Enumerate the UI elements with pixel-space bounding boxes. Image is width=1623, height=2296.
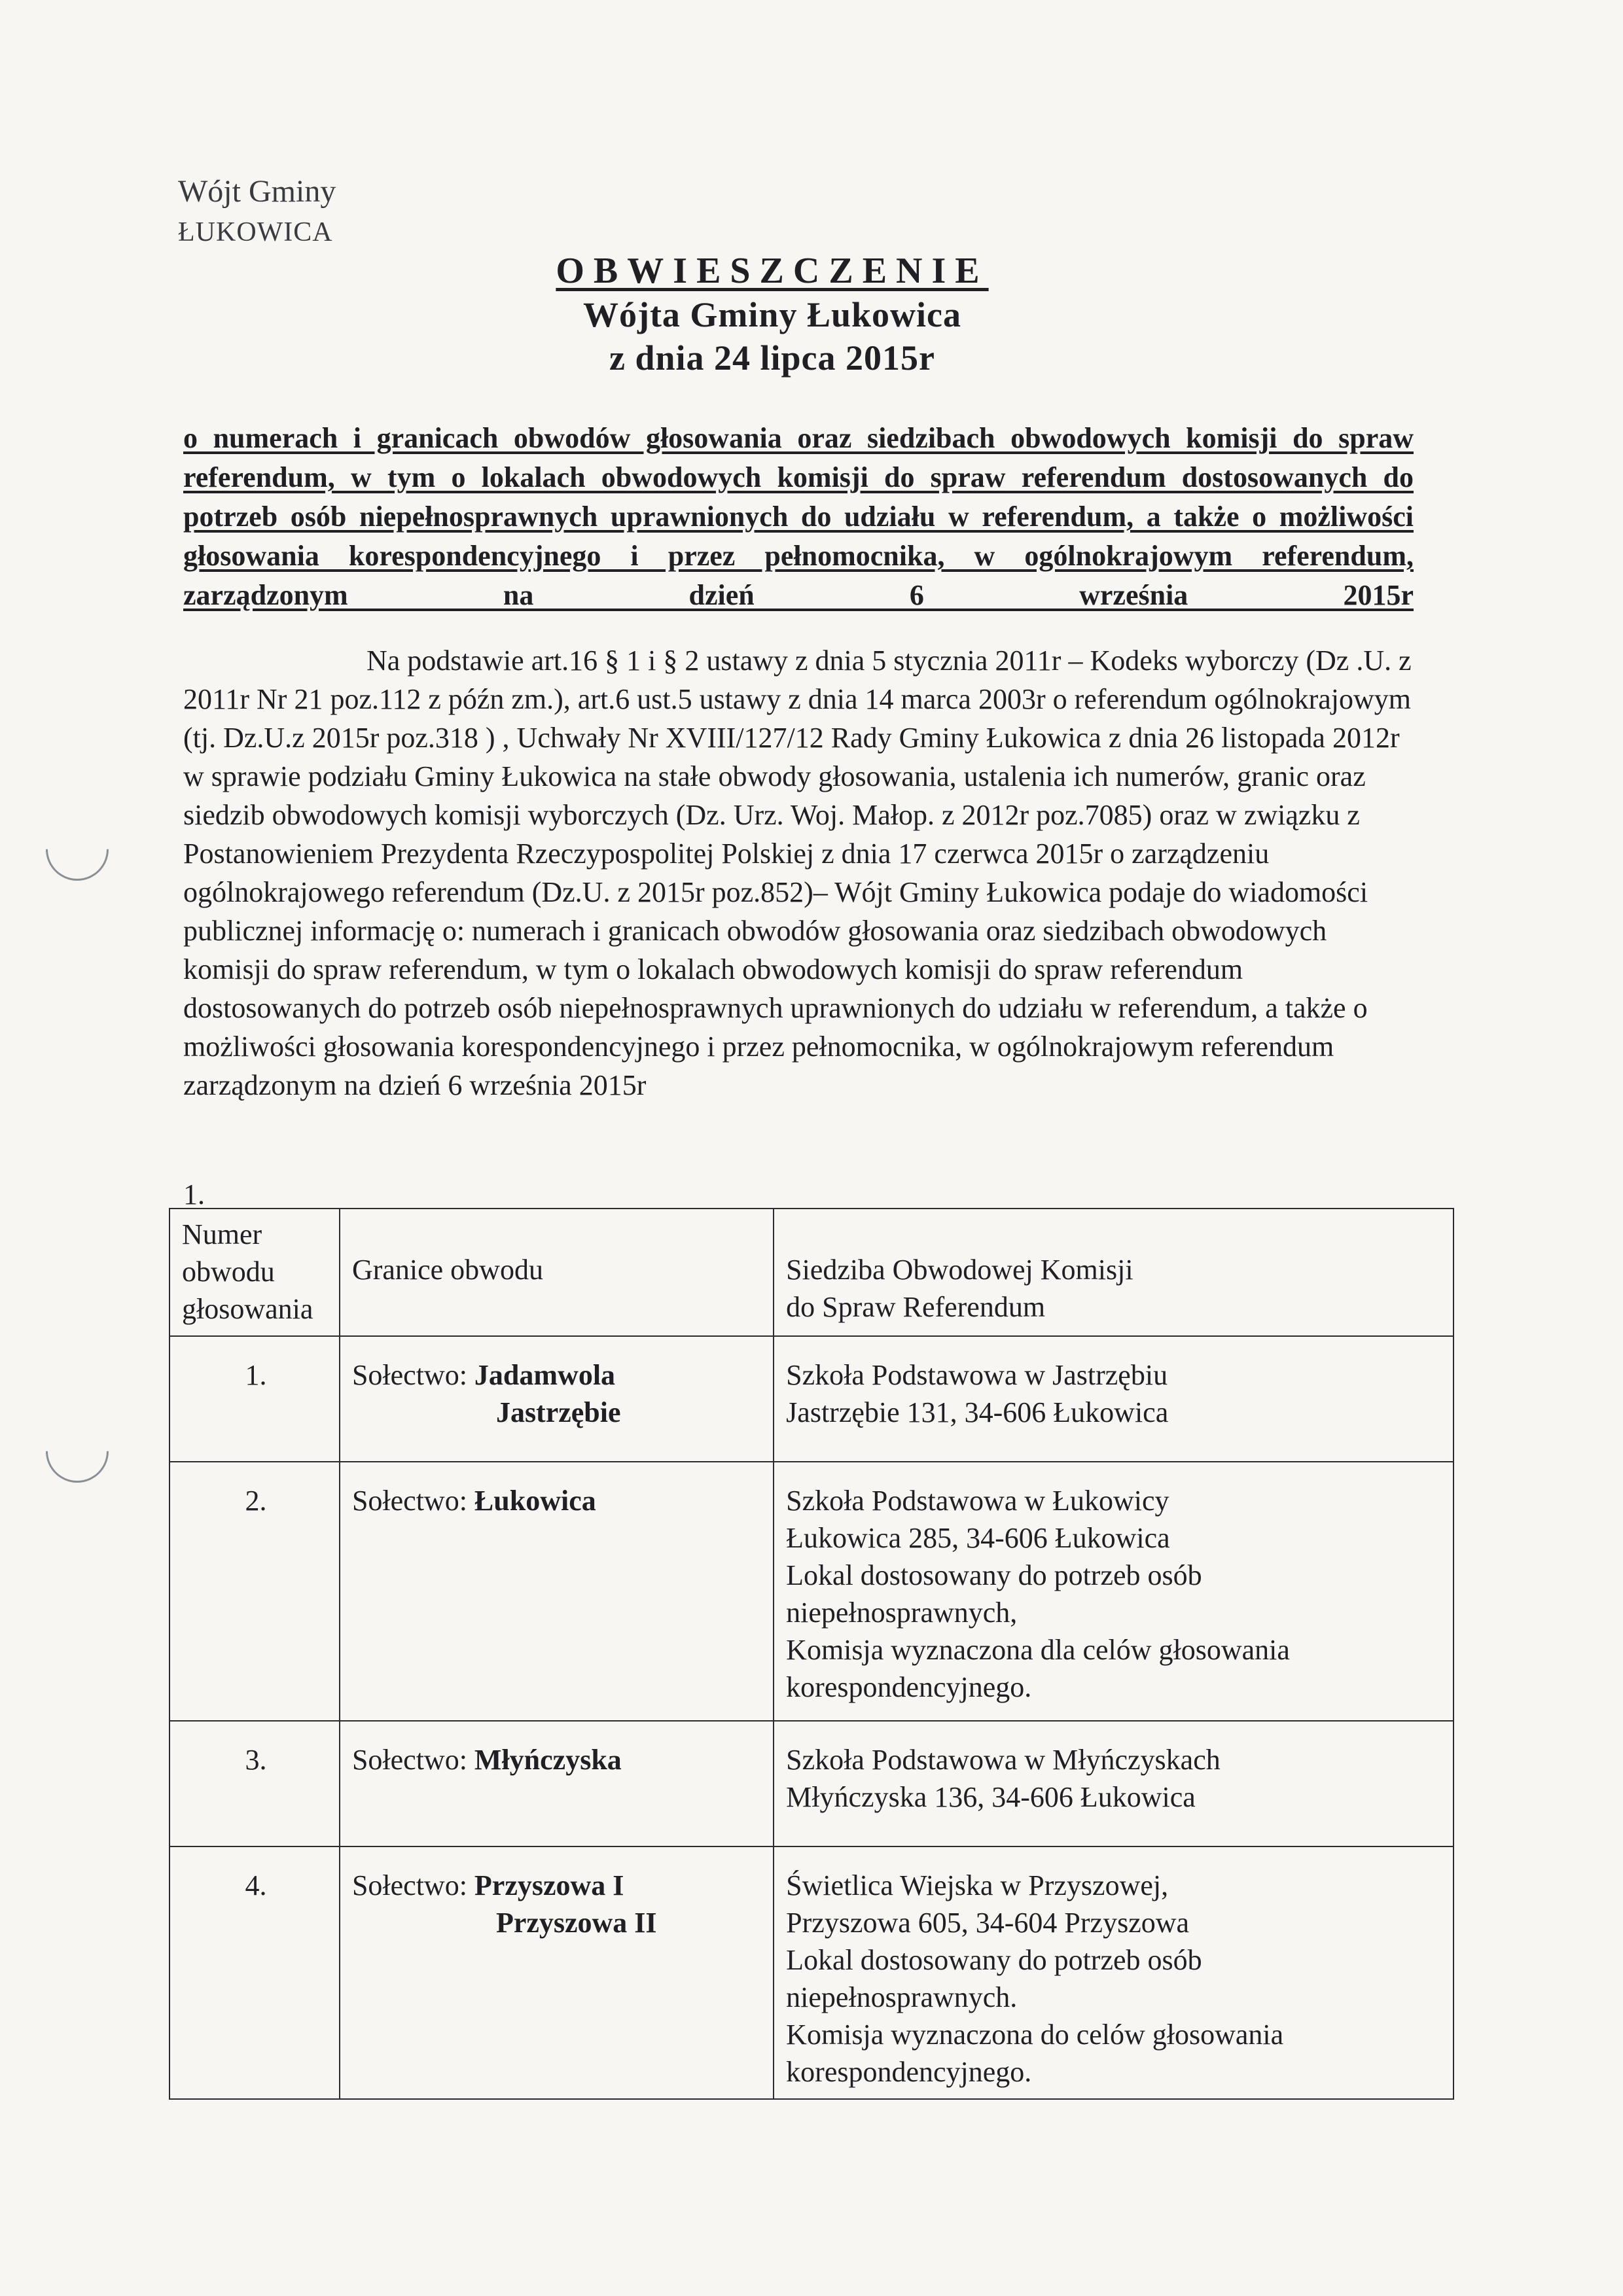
village-name: Młyńczyska (474, 1744, 622, 1776)
circuit-area (340, 1462, 774, 1721)
header-seat-line: do Spraw Referendum (786, 1291, 1046, 1323)
circuit-seat (774, 1721, 1454, 1846)
document-body: Na podstawie art.16 § 1 i § 2 ustawy z dnia 5 stycznia 2011r – Kodeks wyborczy (Dz .U. z 2011r Nr 21 poz.112 z późn zm.), art.6 ust.5 ustawy z dnia 14 marca 2003r o referendum ogólnokrajowym (tj. Dz.U.z 2015r poz.318 ) , Uchwały Nr XVIII/127/12 Rady Gminy Łukowica z dnia 26 listopada 2012r w sprawie podziału Gminy Łukowica na stałe obwody głosowania, ustalenia ich numerów, granic oraz siedzib obwodowych komisji wyborczych (Dz. Urz. Woj. Małop. z 2012r poz.7085) oraz w związku z Postanowieniem Prezydenta Rzeczypospolitej Polskiej z dnia 17 czerwca 2015r o zarządzeniu ogólnokrajowego referendum (Dz.U. z 2015r poz.852)– Wójt Gminy Łukowica podaje do wiadomości publicznej informację o: numerach i granicach obwodów głosowania oraz siedzibach obwodowych komisji do spraw referendum, w tym o lokalach obwodowych komisji do spraw referendum dostosowanych do potrzeb osób niepełnosprawnych uprawnionych do udziału w referendum, a także o możliwości głosowania korespondencyjnego i przez pełnomocnika, w ogólnokrajowym referendum zarządzonym na dzień 6 września 2015r (183, 645, 1412, 1101)
header-number-line: głosowania (182, 1293, 313, 1325)
table-row (169, 1336, 1454, 1462)
title-block (262, 249, 1283, 380)
table-header-row (169, 1209, 1454, 1336)
village-name: Jastrzębie (495, 1396, 621, 1428)
header-area: Granice obwodu (340, 1209, 774, 1336)
voting-circuits-table (169, 1208, 1454, 2100)
area-label: Sołectwo: (351, 1869, 467, 1901)
header-number-line: obwodu (182, 1256, 275, 1288)
circuit-number: 3. (169, 1721, 340, 1846)
seat-line: Komisja wyznaczona do celów głosowania (786, 2019, 1284, 2051)
document-title: OBWIESZCZENIE (556, 251, 989, 291)
area-label: Sołectwo: (351, 1485, 467, 1517)
header-number (169, 1209, 340, 1336)
issuer-line-2: ŁUKOWICA (178, 217, 333, 247)
punch-hole-mark (33, 1407, 122, 1496)
header-seat-line: Siedziba Obwodowej Komisji (786, 1254, 1133, 1286)
header-seat (774, 1209, 1454, 1336)
seat-line: niepełnosprawnych, (786, 1597, 1018, 1629)
table-row (169, 1721, 1454, 1846)
issuer-block (178, 171, 336, 253)
circuit-area (340, 1336, 774, 1462)
seat-line: Komisja wyznaczona dla celów głosowania (786, 1634, 1290, 1666)
seat-line: Szkoła Podstawowa w Młyńczyskach (786, 1744, 1221, 1776)
village-name: Jadamwola (474, 1359, 616, 1391)
circuit-number: 4. (169, 1846, 340, 2099)
circuit-area (340, 1721, 774, 1846)
village-name: Przyszowa I (474, 1869, 624, 1901)
header-number-line: Numer (182, 1218, 262, 1250)
circuit-seat (774, 1846, 1454, 2099)
list-number: 1. (183, 1178, 205, 1210)
circuit-seat (774, 1336, 1454, 1462)
seat-line: Łukowica 285, 34-606 Łukowica (786, 1522, 1170, 1554)
area-label: Sołectwo: (351, 1744, 467, 1776)
circuit-seat (774, 1462, 1454, 1721)
seat-line: Przyszowa 605, 34-604 Przyszowa (786, 1907, 1190, 1939)
circuit-number: 2. (169, 1462, 340, 1721)
document-subtitle-date: z dnia 24 lipca 2015r (609, 338, 935, 378)
seat-line: Szkoła Podstawowa w Łukowicy (786, 1485, 1169, 1517)
table-row (169, 1462, 1454, 1721)
area-label: Sołectwo: (351, 1359, 467, 1391)
seat-line: Szkoła Podstawowa w Jastrzębiu (786, 1359, 1168, 1391)
circuit-number: 1. (169, 1336, 340, 1462)
seat-line: Młyńczyska 136, 34-606 Łukowica (786, 1781, 1196, 1813)
village-name: Przyszowa II (495, 1907, 657, 1939)
seat-line: niepełnosprawnych. (786, 1981, 1018, 2013)
seat-line: korespondencyjnego. (786, 1671, 1032, 1703)
circuit-area (340, 1846, 774, 2099)
document-subject: o numerach i granicach obwodów głosowania oraz siedzibach obwodowych komisji do spraw referendum, w tym o lokalach obwodowych komisji do spraw referendum dostosowanych do potrzeb osób niepełnosprawnych uprawnionych do udziału w referendum, a także o możliwości głosowania korespondencyjnego i przez pełnomocnika, w ogólnokrajowym referendum, zarządzonym na dzień 6 września 2015r (183, 422, 1414, 611)
table-row (169, 1846, 1454, 2099)
village-name: Łukowica (474, 1485, 596, 1517)
punch-hole-mark (33, 805, 122, 894)
seat-line: Lokal dostosowany do potrzeb osób (786, 1559, 1202, 1591)
seat-line: korespondencyjnego. (786, 2056, 1032, 2088)
seat-line: Lokal dostosowany do potrzeb osób (786, 1944, 1202, 1976)
seat-line: Jastrzębie 131, 34-606 Łukowica (786, 1396, 1169, 1428)
seat-line: Świetlica Wiejska w Przyszowej, (786, 1869, 1169, 1901)
issuer-line-1: Wójt Gminy (178, 174, 336, 209)
document-subtitle-issuer: Wójta Gminy Łukowica (582, 295, 962, 334)
